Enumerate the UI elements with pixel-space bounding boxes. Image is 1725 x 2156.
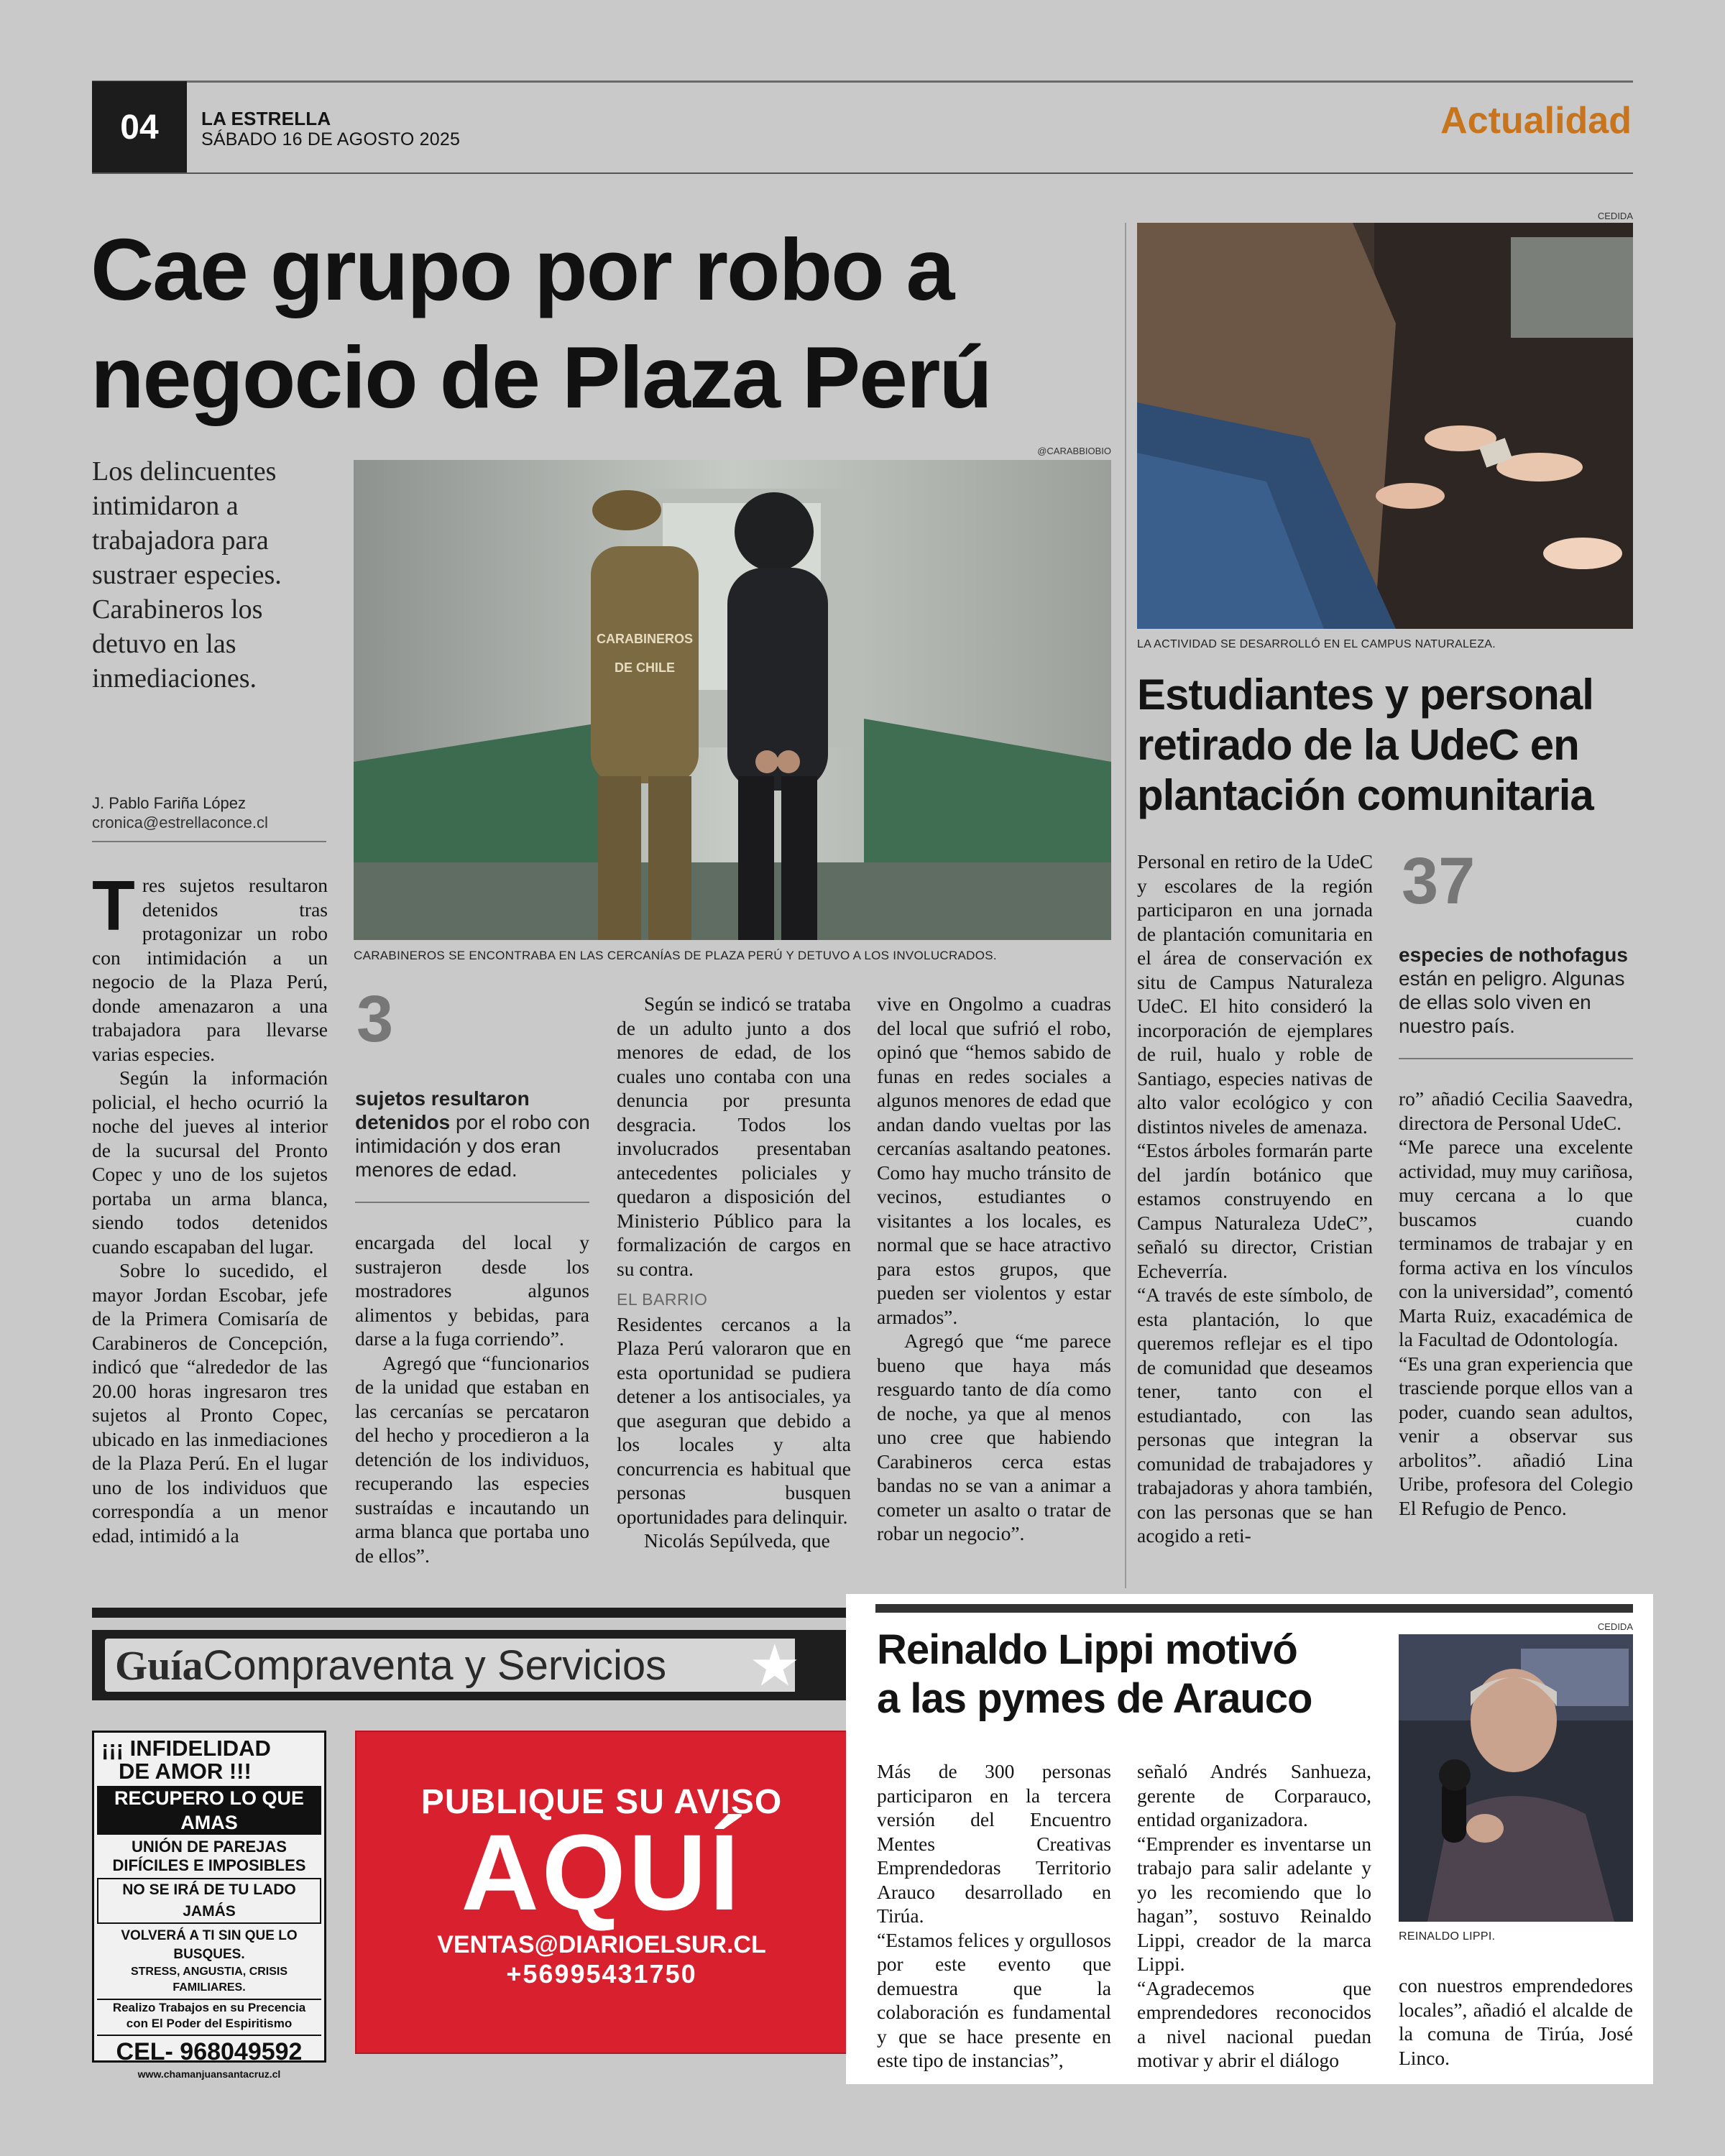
- author-email: cronica@estrellaconce.cl: [92, 814, 268, 831]
- main-photo: [354, 460, 1111, 940]
- udec-col2-p3: “Es una gran experiencia que trasciende porque ellos van a poder, cuando sean adultos, venir a observar sus arbolitos”. añadió Lina Uribe, profesora del Colegio El Refugio de Penco.: [1399, 1352, 1633, 1519]
- vertical-divider: [1125, 223, 1126, 1588]
- main-col1-p1: [92, 866, 328, 1066]
- guide-bar: [92, 1630, 848, 1700]
- udec-photo: [1137, 223, 1633, 629]
- ad-line1: PUBLIQUE SU AVISO: [420, 1783, 783, 1821]
- udec-col2-p1: ro” añadió Cecilia Saavedra, directora de Personal UdeC.: [1399, 1087, 1633, 1134]
- section-label: Actualidad: [1440, 100, 1632, 142]
- speaker-photo-illustration: [1399, 1634, 1633, 1922]
- classified-line8: STRESS, ANGUSTIA, CRISIS FAMILIARES.: [130, 1966, 288, 1994]
- classified-phone: CEL- 968049592: [97, 2035, 321, 2068]
- page-number-box: [92, 81, 187, 173]
- udec-col2-p2: “Me parece una excelente actividad, muy muy cariñosa, muy cercana a lo que buscamos cuando terminamos de trabajar y en forma activa en los vínculos con la universidad”, comentó Marta Ruiz, exacadémica de la Facultad de Odontología.: [1399, 1135, 1633, 1350]
- classified-line7: VOLVERÁ A TI SIN QUE LO BUSQUES.: [121, 1928, 298, 1962]
- classified-line9: Realizo Trabajos en su Precencia: [97, 1999, 321, 2016]
- main-col2-p2: Agregó que “funcionarios de la unidad que estaban en las cercanías se percataron del hecho y procedieron a la detención de los individuos, recuperando las especies sustraídas e incautando un arma blanca que portaba uno de ellos”.: [355, 1351, 589, 1567]
- lippi-col2-p2: “Emprender es inventarse un trabajo para salir adelante y yo les recomiendo que lo hagan”, sostuvo Reinaldo Lippi, creador de la marca Lippi.: [1137, 1832, 1371, 1975]
- main-col1-p2: Según la información policial, el hecho ocurrió la noche del jueves al interior de la sucursal del Pronto Copec y uno de los sujetos portaba un arma blanca, siendo todos detenidos cuando escapaban del lugar.: [92, 1067, 328, 1258]
- stat-bold-37: especies de nothofagus: [1399, 944, 1628, 966]
- subhead-el-barrio: EL BARRIO: [617, 1290, 708, 1309]
- guide-star-icon: ★: [749, 1633, 801, 1697]
- lippi-column-2: [1137, 1759, 1371, 2073]
- main-col1-p3: Sobre lo sucedido, el mayor Jordan Escobar, jefe de la Primera Comisaría de Carabineros de Concepción, indicó que “alrededor de las 20.00 horas ingresaron tres sujetos al Pronto Copec, ubicado en las inmediaciones de la Plaza Perú. En el lugar uno de los individuos que correspondía a un menor edad, intimidó a la: [92, 1259, 328, 1547]
- lippi-photo-credit: CEDIDA: [1597, 1621, 1633, 1632]
- classified-ad[interactable]: [92, 1731, 326, 2080]
- author-name: J. Pablo Fariña López: [92, 794, 247, 812]
- main-col3-p2: Residentes cercanos a la Plaza Perú valoraron que en esta oportunidad se pudiera detener a los antisociales, ya que aseguran que debido a los locales y alta concurrencia es habitual que personas busquen oportunidades para delinquir.: [617, 1312, 851, 1528]
- uniform-text-2: DE CHILE: [614, 660, 676, 675]
- classified-line3: RECUPERO LO QUE AMAS: [97, 1786, 321, 1835]
- ad-phone: +56995431750: [506, 1959, 697, 1989]
- lippi-col1-p1: Más de 300 personas participaron en la tercera versión del Encuentro Mentes Creativas Emprendedoras Territorio Arauco desarrollado en Tirúa.: [877, 1760, 1111, 1927]
- main-column-2: [355, 1230, 589, 1567]
- lippi-col2-p1: señaló Andrés Sanhueza, gerente de Corparauco, entidad organizadora.: [1137, 1760, 1371, 1830]
- lippi-photo: [1399, 1634, 1633, 1922]
- paper-name: LA ESTRELLA: [201, 108, 331, 129]
- guide-title-box: [105, 1639, 795, 1692]
- udec-col1-p2: “Estos árboles formarán parte del jardín botánico que estamos construyendo en Campus Naturaleza UdeC”, señaló su director, Cristian Echeverría.: [1137, 1139, 1373, 1282]
- udec-col1-p3: “A través de este símbolo, de esta plantación, lo que queremos reflejar es el tipo de comunidad que deseamos tener, tanto con el estudiantado, con las personas que integran la comunidad de trabajadores y trabajadoras y ahora también, con las personas que se han acogido a reti-: [1137, 1284, 1373, 1547]
- classified-web: www.chamanjuansantacruz.cl: [137, 2068, 281, 2080]
- dropcap: T: [92, 866, 135, 945]
- stat-number-37: 37: [1402, 844, 1476, 918]
- lippi-column-3: [1399, 1973, 1633, 2070]
- main-col3-p3: Nicolás Sepúlveda, que: [644, 1529, 830, 1552]
- udec-photo-credit: CEDIDA: [1597, 211, 1633, 221]
- main-col1-p1-text: res sujetos resultaron detenidos tras protagonizar un robo con intimidación a un negocio de la Plaza Perú, donde amenazaron a una trabajadora para llevarse varias especies.: [92, 874, 328, 1065]
- udec-column-2: [1399, 1087, 1633, 1520]
- main-col4-p1: vive en Ongolmo a cuadras del local que sufrió el robo, opinó que “hemos sabido de funas en redes sociales a algunos menores de edad que andan dando vueltas por las cercanías asaltando peatones. Como hay mucho tránsito de vecinos, estudiantes o visitantes a los locales, es normal que se hace atractivo para estos grupos, que pueden ser violentos y estar armados”.: [877, 992, 1111, 1328]
- ad-line2: AQUÍ: [461, 1812, 742, 1932]
- ad-email: VENTAS@DIARIOELSUR.CL: [437, 1931, 766, 1958]
- stat-number-3: 3: [356, 982, 394, 1056]
- lippi-photo-caption: REINALDO LIPPI.: [1399, 1930, 1496, 1943]
- carabineros-photo-illustration: [354, 460, 1111, 940]
- page-number: 04: [120, 108, 159, 147]
- main-column-1: [92, 866, 328, 1547]
- lippi-col2-p3: “Agradecemos que emprendedores reconocidos a nivel nacional puedan motivar y abrir el diálogo: [1137, 1976, 1371, 2071]
- lippi-headline-line2: a las pymes de Arauco: [877, 1675, 1312, 1722]
- classified-line4: UNIÓN DE PAREJAS: [132, 1838, 287, 1856]
- guide-top-rule: [92, 1608, 848, 1618]
- stat-text-37: [1399, 943, 1636, 1038]
- main-photo-credit: @CARABBIOBIO: [1037, 446, 1111, 456]
- guide-title-rest: Compraventa y Servicios: [203, 1641, 667, 1689]
- udec-col1-p1: Personal en retiro de la UdeC y escolares de la región participaron en una jornada de plantación comunitaria en el área de conservación ex situ de Campus Naturaleza UdeC. El hito consideró la incorporación de ejemplares de ruil, hualo y roble de Santiago, especies nativas de alto valor ecológico y con distintos niveles de amenaza.: [1137, 850, 1373, 1138]
- lippi-headline: [877, 1626, 1394, 1723]
- main-headline-line1: Cae grupo por robo a: [91, 221, 954, 318]
- guide-title-bold: Guía: [115, 1641, 203, 1689]
- main-headline-line2: negocio de Plaza Perú: [91, 328, 991, 426]
- main-lead: Los delincuentes intimidaron a trabajadora para sustraer especies. Carabineros los detuvo en las inmediaciones.: [92, 456, 282, 694]
- issue-date: SÁBADO 16 DE AGOSTO 2025: [201, 129, 461, 149]
- lippi-col1-p2: “Estamos felices y orgullosos por este evento que demuestra que la colaboración es fundamental y que se hace presente en este tipo de instancias”,: [877, 1928, 1111, 2071]
- stat-rule-37: [1399, 1058, 1633, 1059]
- main-col2-p1: encargada del local y sustrajeron desde los mostradores algunos alimentos y bebidas, para darse a la fuga corriendo”.: [355, 1231, 589, 1350]
- main-col4-p2: Agregó que “me parece bueno que haya más resguardo tanto de día como de noche, ya que al menos uno cree que habiendo Carabineros cerca estas bandas no se van a animar a cometer un asalto o tratar de robar un negocio”.: [877, 1330, 1111, 1544]
- lippi-top-rule: [875, 1604, 1633, 1613]
- main-headline: [91, 216, 1126, 431]
- udec-headline: Estudiantes y personal retirado de la UdeC en plantación comunitaria: [1137, 671, 1593, 819]
- classified-line10: con El Poder del Espiritismo: [126, 2017, 293, 2030]
- publique-ad[interactable]: [355, 1731, 848, 2054]
- stat-rest-37: están en peligro. Algunas de ellas solo viven en nuestro país.: [1399, 967, 1625, 1037]
- classified-line6: NO SE IRÁ DE TU LADO JAMÁS: [97, 1878, 321, 1924]
- author-rule: [92, 841, 326, 842]
- stat-bold-3: sujetos resultaron detenidos: [355, 1087, 530, 1133]
- udec-photo-caption: LA ACTIVIDAD SE DESARROLLÓ EN EL CAMPUS NATURALEZA.: [1137, 638, 1496, 650]
- lippi-col3-p1: con nuestros emprendedores locales”, añadió el alcalde de la comuna de Tirúa, José Linco.: [1399, 1974, 1633, 2069]
- udec-column-1: [1137, 849, 1373, 1548]
- stat-rule-3: [355, 1202, 589, 1203]
- classified-line2: DE AMOR !!!: [119, 1759, 252, 1784]
- main-column-3: [617, 992, 851, 1553]
- lippi-headline-line1: Reinaldo Lippi motivó: [877, 1626, 1297, 1673]
- classified-line1: ¡¡¡ INFIDELIDAD: [101, 1736, 271, 1761]
- header-top-rule: [92, 80, 1633, 83]
- main-column-4: [877, 992, 1111, 1546]
- header-bottom-rule: [92, 172, 1633, 174]
- main-photo-caption: CARABINEROS SE ENCONTRABA EN LAS CERCANÍAS DE PLAZA PERÚ Y DETUVO A LOS INVOLUCRADOS.: [354, 949, 997, 962]
- stat-rest-3: por el robo con intimidación y dos eran menores de edad.: [355, 1111, 590, 1181]
- lippi-column-1: [877, 1759, 1111, 2073]
- classified-line5: DIFÍCILES E IMPOSIBLES: [112, 1856, 306, 1874]
- planting-photo-illustration: [1137, 223, 1633, 629]
- uniform-text-1: CARABINEROS: [596, 632, 694, 646]
- main-col3-p1: Según se indicó se trataba de un adulto junto a dos menores de edad, de los cuales uno contaba con una denuncia por presunta desgracia. Todos los involucrados presentaban antecedentes policiales y quedaron a disposición del Ministerio Público para la formalización de cargos en su contra.: [617, 992, 851, 1280]
- stat-text-3: [355, 1087, 592, 1181]
